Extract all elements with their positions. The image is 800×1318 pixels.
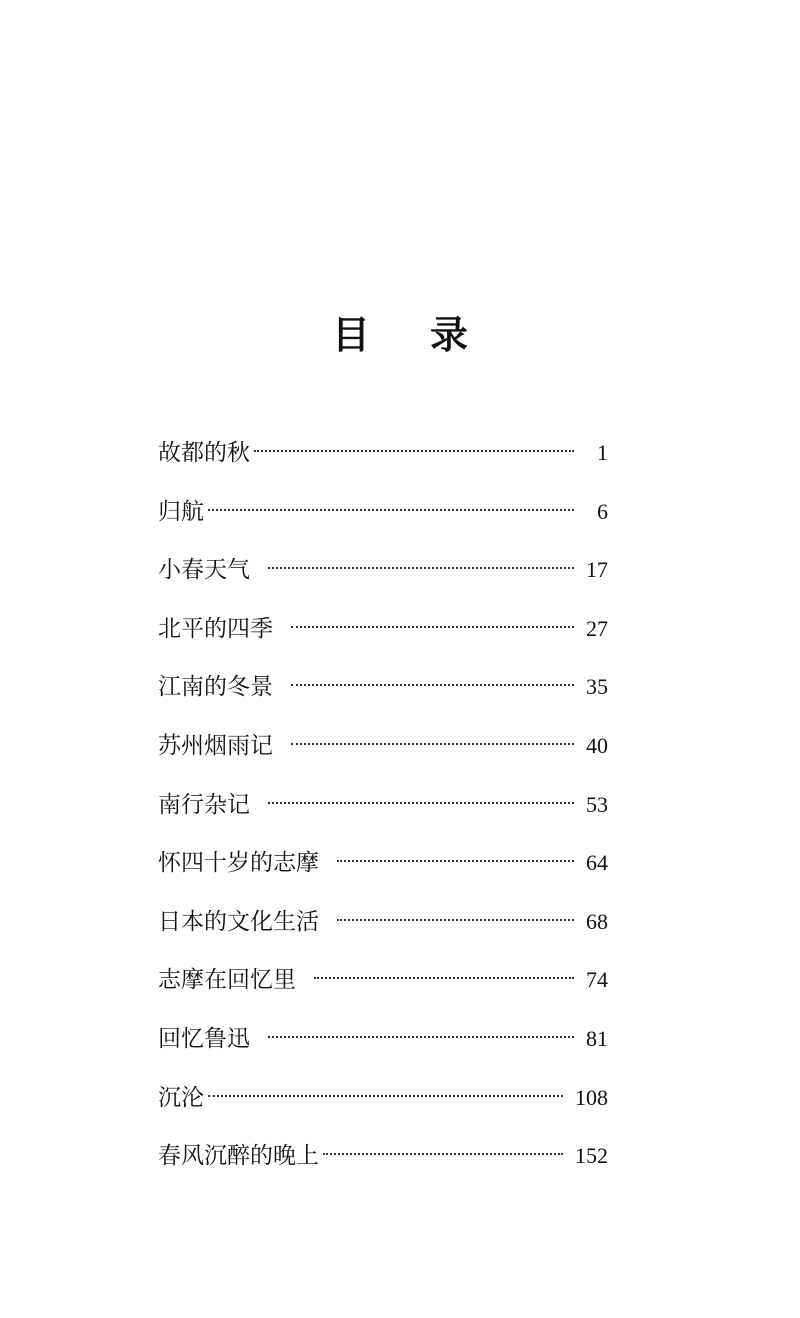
toc-entry-page: 35 (586, 674, 608, 700)
dot-leader (268, 802, 574, 804)
toc-entry-title: 北平的四季 (158, 615, 273, 642)
toc-entry-title: 春风沉醉的晚上 (158, 1143, 319, 1170)
toc-entry-title: 日本的文化生活 (158, 908, 319, 935)
toc-entry[interactable] (158, 606, 608, 665)
toc-entry[interactable] (158, 1075, 608, 1134)
toc-entry-title: 苏州烟雨记 (158, 732, 273, 759)
toc-entry-page: 81 (586, 1025, 608, 1051)
title-char-2: 录 (430, 312, 469, 357)
dot-leader (337, 919, 574, 921)
toc-entry-title: 归航 (158, 498, 204, 525)
toc-entry[interactable] (158, 664, 608, 723)
dot-leader (291, 684, 574, 686)
toc-entry-page: 152 (575, 1143, 608, 1169)
toc-entry-page: 1 (597, 440, 608, 465)
toc-entry-page: 108 (575, 1084, 608, 1110)
toc-entry-title: 小春天气 (158, 557, 250, 584)
toc-entry[interactable] (158, 489, 608, 548)
toc-entry-page: 68 (586, 908, 608, 934)
dot-leader (268, 1036, 574, 1038)
toc-entry-page: 64 (586, 850, 608, 876)
toc-entry-title: 故都的秋 (158, 440, 250, 466)
toc-entry-page: 27 (586, 615, 608, 641)
dot-leader (314, 977, 574, 979)
toc-entry[interactable] (158, 430, 608, 489)
table-of-contents (158, 430, 608, 1192)
toc-entry-title: 南行杂记 (158, 791, 250, 818)
dot-leader (208, 1095, 563, 1097)
toc-entry[interactable] (158, 899, 608, 958)
toc-entry[interactable] (158, 840, 608, 899)
toc-entry-title: 江南的冬景 (158, 674, 273, 701)
dot-leader (268, 567, 574, 569)
toc-entry[interactable] (158, 1016, 608, 1075)
toc-entry-title: 怀四十岁的志摩 (158, 850, 319, 877)
toc-entry-page: 53 (586, 791, 608, 817)
toc-entry-title: 志摩在回忆里 (158, 967, 296, 994)
toc-entry[interactable] (158, 1133, 608, 1192)
dot-leader (254, 450, 574, 452)
toc-entry[interactable] (158, 957, 608, 1016)
toc-entry-page: 17 (586, 557, 608, 583)
toc-entry-page: 74 (586, 967, 608, 993)
dot-leader (337, 860, 574, 862)
dot-leader (208, 509, 574, 511)
toc-entry-title: 沉沦 (158, 1084, 204, 1111)
toc-entry[interactable] (158, 723, 608, 782)
page-title (0, 310, 800, 360)
dot-leader (291, 626, 574, 628)
toc-entry-page: 6 (597, 498, 608, 524)
toc-entry-title: 回忆鲁迅 (158, 1025, 250, 1052)
toc-entry[interactable] (158, 782, 608, 841)
dot-leader (323, 1153, 563, 1155)
toc-entry-page: 40 (586, 732, 608, 758)
dot-leader (291, 743, 574, 745)
toc-entry[interactable] (158, 547, 608, 606)
title-char-1: 目 (331, 312, 370, 357)
